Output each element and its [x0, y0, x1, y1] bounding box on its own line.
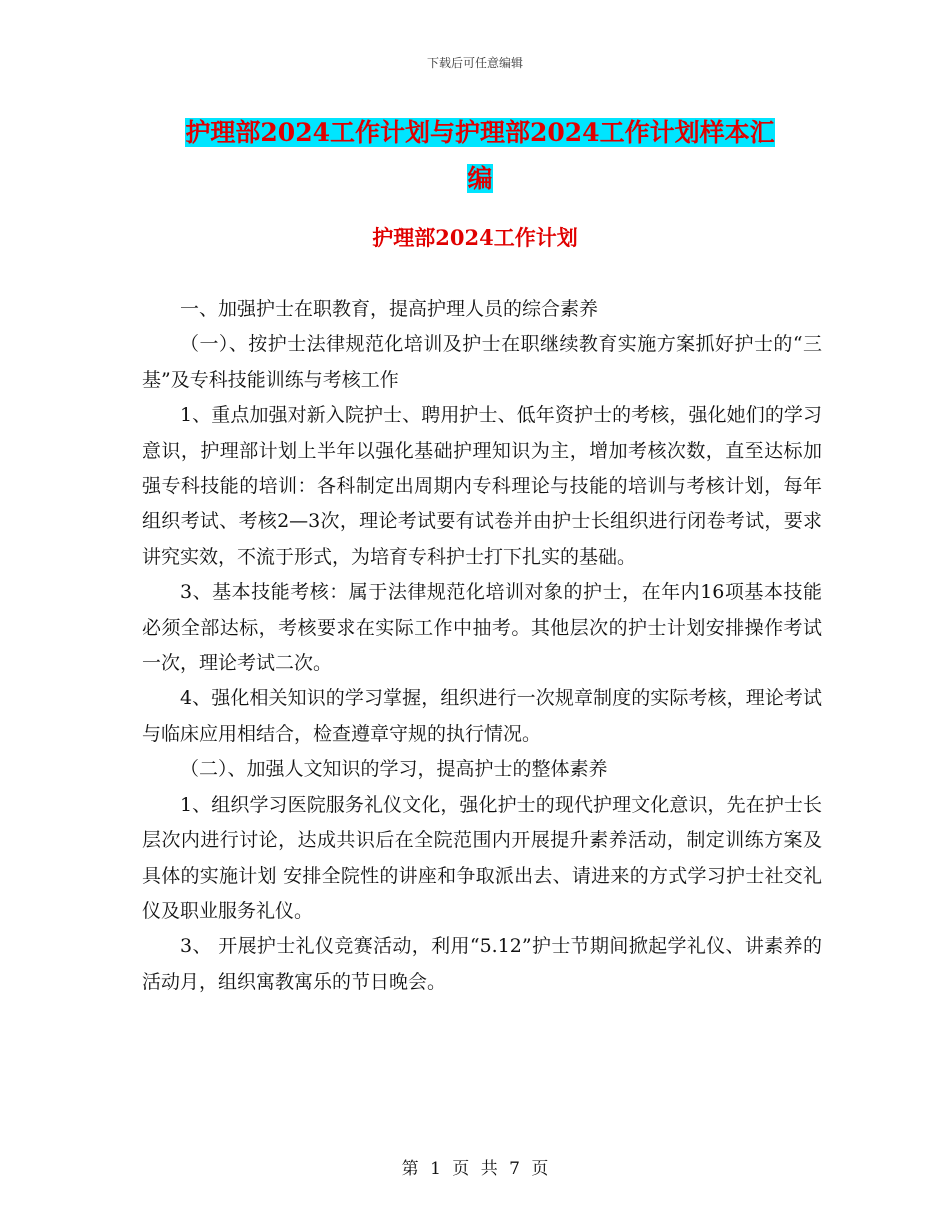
- section-title: 护理部2024工作计划: [372, 225, 578, 250]
- paragraph: 3、基本技能考核：属于法律规范化培训对象的护士，在年内16项基本技能必须全部达标，考核要求在实际工作中抽考。其他层次的护士计划安排操作考试一次，理论考试二次。: [142, 581, 822, 675]
- page-footer: 第 1 页 共 7 页: [401, 1159, 549, 1179]
- paragraph: （二）、加强人文知识的学习，提高护士的整体素养: [180, 758, 608, 781]
- document-title-line1: 护理部2024工作计划与护理部2024工作计划样本汇: [185, 118, 775, 147]
- document-title: [140, 110, 820, 202]
- document-title-line2: 编: [467, 164, 493, 193]
- paragraph: 1、重点加强对新入院护士、聘用护士、低年资护士的考核，强化她们的学习意识，护理部计划上半年以强化基础护理知识为主，增加考核次数，直至达标加强专科技能的培训：各科制定出周期内专科理论与技能的培训与考核计划，每年组织考试、考核2—3次，理论考试要有试卷并由护士长组织进行闭卷考试，要求讲究实效，不流于形式，为培育专科护士打下扎实的基础。: [142, 404, 822, 568]
- header-note: 下载后可任意编辑: [426, 56, 523, 70]
- paragraph: 4、强化相关知识的学习掌握，组织进行一次规章制度的实际考核，理论考试与临床应用相结合，检查遵章守规的执行情况。: [142, 687, 822, 745]
- document-body: [142, 292, 822, 1000]
- paragraph: 3、 开展护士礼仪竞赛活动，利用“5.12”护士节期间掀起学礼仪、讲素养的活动月，组织寓教寓乐的节日晚会。: [142, 935, 822, 993]
- paragraph: （一）、按护士法律规范化培训及护士在职继续教育实施方案抓好护士的“三基”及专科技能训练与考核工作: [142, 333, 822, 391]
- paragraph: 1、组织学习医院服务礼仪文化，强化护士的现代护理文化意识，先在护士长层次内进行讨论，达成共识后在全院范围内开展提升素养活动，制定训练方案及具体的实施计划 安排全院性的讲座和争取派出去、请进来的方式学习护士社交礼仪及职业服务礼仪。: [142, 793, 822, 922]
- paragraph: 一、加强护士在职教育，提高护理人员的综合素养: [180, 298, 599, 320]
